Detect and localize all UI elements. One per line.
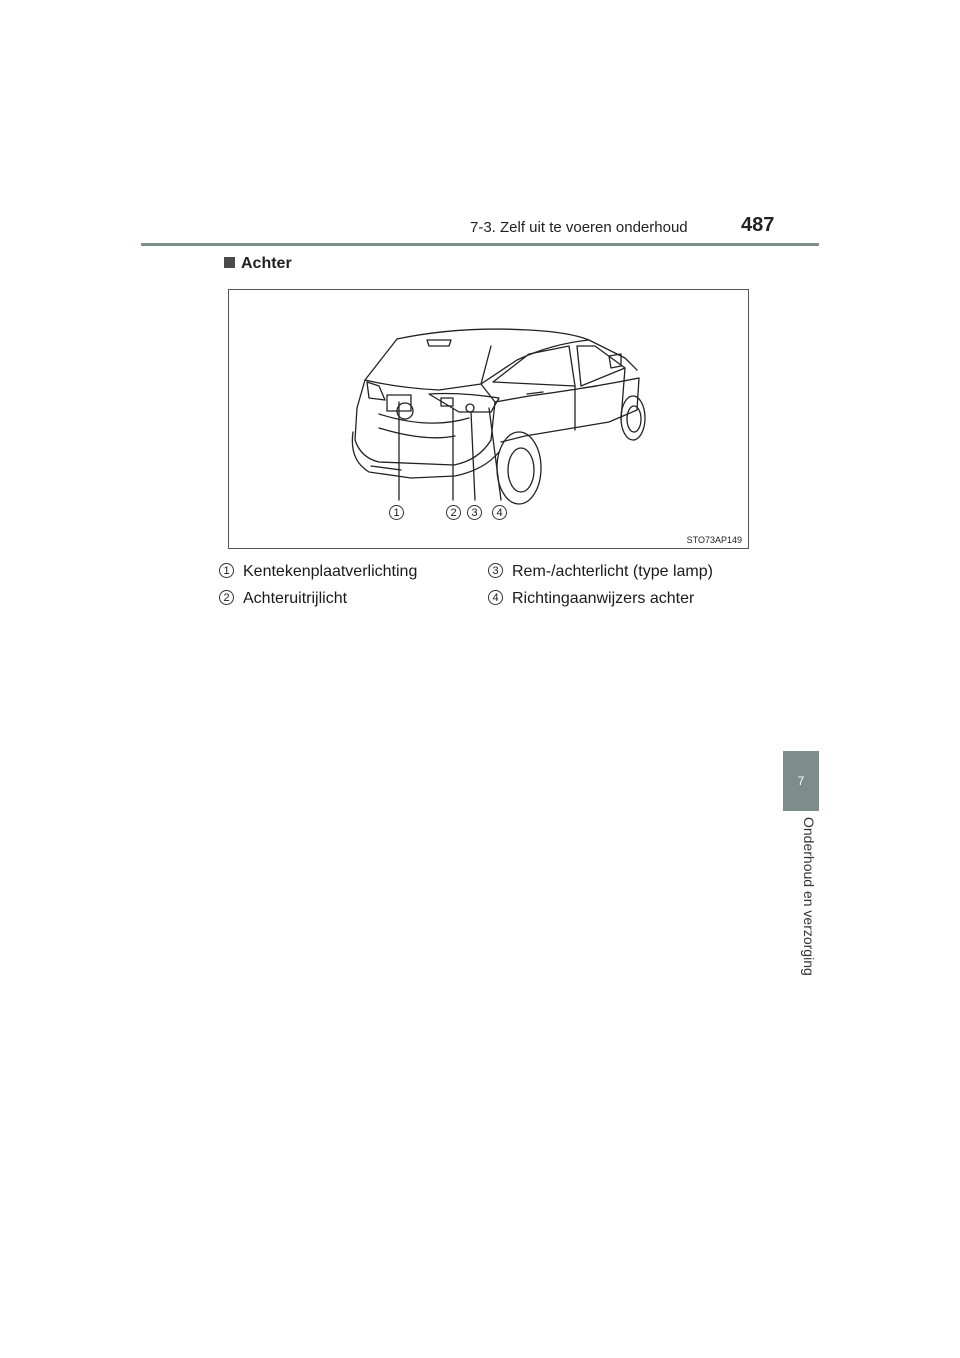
side-window-top: [481, 340, 589, 384]
callout-4: 4: [492, 505, 507, 520]
header-rule: [141, 243, 819, 246]
tailgate-crease: [379, 414, 469, 423]
chapter-title: Onderhoud en verzorging: [801, 817, 817, 976]
figure-code: STO73AP149: [686, 535, 742, 545]
rear-window: [365, 339, 491, 390]
callout-line-3: [471, 412, 475, 500]
rear-side-window: [493, 346, 575, 386]
legend-label: Kentekenplaatverlichting: [243, 563, 418, 580]
legend-number: 2: [219, 590, 234, 605]
legend-item-3: [488, 563, 713, 581]
right-tail-lamp: [429, 394, 499, 413]
door-handle: [527, 392, 543, 394]
section-heading-text: Achter: [241, 255, 292, 272]
square-bullet-icon: [224, 257, 235, 268]
legend-number: 3: [488, 563, 503, 578]
legend-number: 1: [219, 563, 234, 578]
brake-light-strip: [427, 340, 451, 346]
page-number: 487: [741, 214, 775, 236]
legend-number: 4: [488, 590, 503, 605]
car-drawing: [229, 290, 748, 548]
section-title: 7-3. Zelf uit te voeren onderhoud: [470, 219, 688, 236]
left-tail-lamp: [367, 382, 385, 400]
legend-item-2: [219, 590, 347, 608]
legend-item-1: [219, 563, 417, 581]
front-wheel-rim: [627, 406, 641, 432]
chapter-tab: 7: [783, 751, 819, 811]
tailgate-crease-2: [379, 428, 455, 438]
bumper-reflector: [371, 466, 401, 470]
section-heading: [224, 255, 292, 273]
legend-label: Rem-/achterlicht (type lamp): [512, 563, 713, 580]
callout-2: 2: [446, 505, 461, 520]
legend-label: Richtingaanwijzers achter: [512, 590, 695, 607]
callout-1: 1: [389, 505, 404, 520]
callout-3: 3: [467, 505, 482, 520]
legend-label: Achteruitrijlicht: [243, 590, 348, 607]
car-rear-illustration: [228, 289, 749, 549]
rear-wheel-rim: [508, 448, 534, 492]
legend-item-4: [488, 590, 694, 608]
brake-lamp: [466, 404, 474, 412]
